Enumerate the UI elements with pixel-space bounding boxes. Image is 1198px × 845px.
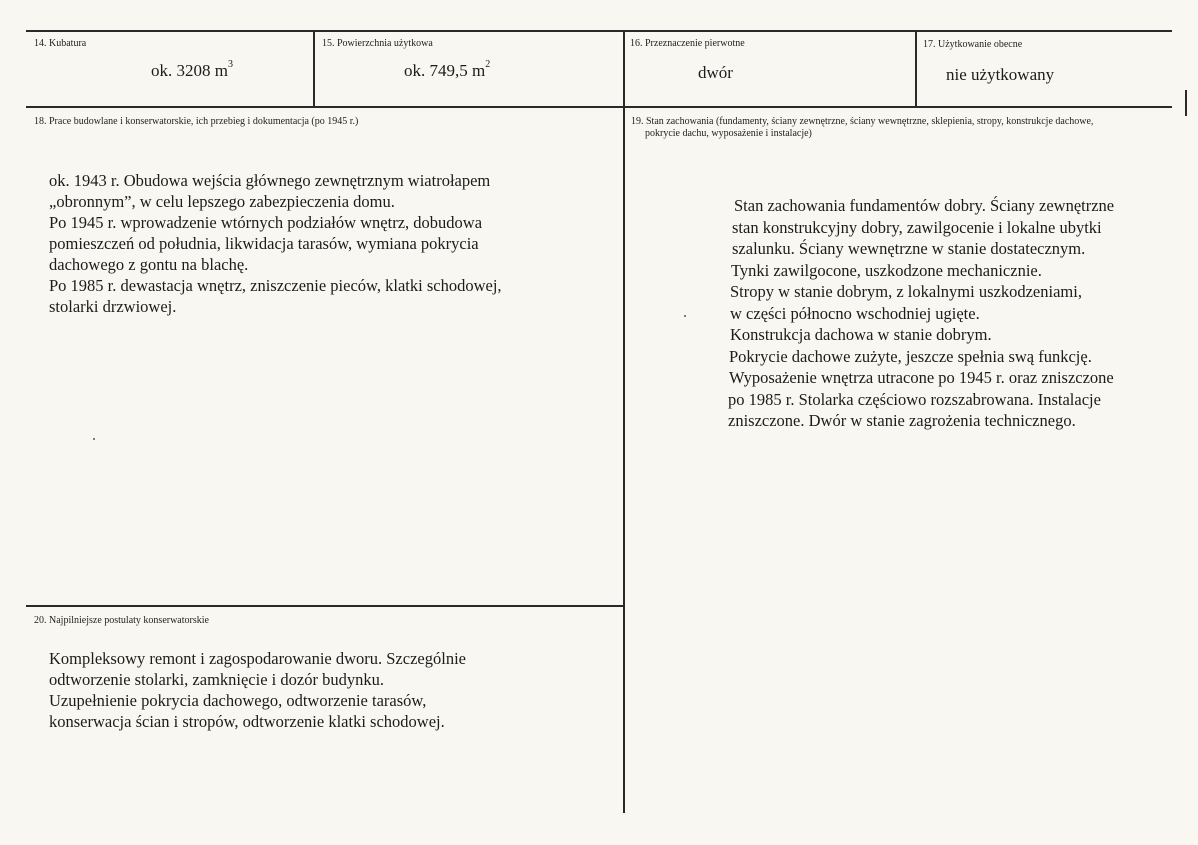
prace-line: Po 1985 r. dewastacja wnętrz, zniszczenie pieców, klatki schodowej,	[49, 276, 502, 295]
kubatura-label: 14. Kubatura	[34, 38, 87, 49]
powierzchnia-label: 15. Powierzchnia użytkowa	[322, 38, 433, 49]
prace-line: pomieszczeń od południa, likwidacja tarasów, wymiana pokrycia	[49, 234, 479, 253]
postulaty-line: odtworzenie stolarki, zamknięcie i dozór budynku.	[49, 670, 384, 689]
divider-15-16	[623, 30, 625, 813]
uzytkowanie-label: 17. Użytkowanie obecne	[923, 39, 1023, 50]
divider-16-17	[915, 30, 917, 107]
przeznaczenie-label: 16. Przeznaczenie pierwotne	[630, 38, 745, 49]
prace-line: dachowego z gontu na blachę.	[49, 255, 249, 274]
section-20-top-rule	[26, 605, 624, 607]
stan-line: zniszczone. Dwór w stanie zagrożenia technicznego.	[728, 411, 1076, 430]
header-bottom-rule	[26, 106, 1172, 108]
prace-line: ok. 1943 r. Obudowa wejścia głównego zewnętrznym wiatrołapem	[49, 171, 491, 190]
powierzchnia-unit-sup: 2	[485, 59, 491, 71]
stan-line: Stan zachowania fundamentów dobry. Ściany zewnętrzne	[734, 196, 1115, 215]
top-rule	[26, 30, 1172, 32]
prace-line: Po 1945 r. wprowadzenie wtórnych podziałów wnętrz, dobudowa	[49, 213, 483, 232]
prace-text	[49, 170, 502, 317]
stan-line: po 1985 r. Stolarka częściowo rozszabrowana. Instalacje	[728, 389, 1101, 409]
stan-line: Tynki zawilgocone, uszkodzone mechanicznie.	[731, 260, 1042, 280]
stan-line: w części północno wschodniej ugięte.	[730, 303, 980, 323]
prace-line: stolarki drzwiowej.	[49, 297, 177, 316]
postulaty-label: 20. Najpilniejsze postulaty konserwatorskie	[34, 615, 209, 626]
scan-speck	[684, 315, 686, 317]
scan-speck	[93, 438, 95, 440]
powierzchnia-value-text: ok. 749,5 m	[404, 61, 486, 80]
stan-line: Stropy w stanie dobrym, z lokalnymi uszkodzeniami,	[730, 282, 1082, 301]
stan-line: stan konstrukcyjny dobry, zawilgocenie i lokalne ubytki	[732, 217, 1102, 237]
stan-label-line1: 19. Stan zachowania (fundamenty, ściany zewnętrzne, ściany wewnętrzne, sklepienia, stropy, konstrukcje dachowe,	[631, 116, 1094, 127]
postulaty-line: Uzupełnienie pokrycia dachowego, odtworzenie tarasów,	[49, 691, 427, 710]
kubatura-value-text: ok. 3208 m	[151, 61, 228, 80]
stan-line: Konstrukcja dachowa w stanie dobrym.	[730, 325, 992, 344]
postulaty-text	[49, 648, 466, 732]
kubatura-unit-sup: 3	[227, 59, 233, 71]
stan-label-line2: pokrycie dachu, wyposażenie i instalacje)	[645, 128, 812, 139]
stan-line: Wyposażenie wnętrza utracone po 1945 r. oraz zniszczone	[729, 368, 1114, 387]
uzytkowanie-value: nie użytkowany	[946, 65, 1055, 84]
przeznaczenie-value: dwór	[698, 63, 733, 82]
stan-line: Pokrycie dachowe zużyte, jeszcze spełnia swą funkcję.	[729, 346, 1092, 366]
prace-label: 18. Prace budowlane i konserwatorskie, ich przebieg i dokumentacja (po 1945 r.)	[34, 116, 359, 127]
prace-line: „obronnym”, w celu lepszego zabezpieczenia domu.	[49, 192, 395, 211]
divider-14-15	[313, 30, 315, 107]
postulaty-line: konserwacja ścian i stropów, odtworzenie klatki schodowej.	[49, 712, 445, 731]
right-edge-tick	[1185, 90, 1187, 116]
postulaty-line: Kompleksowy remont i zagospodarowanie dworu. Szczególnie	[49, 649, 466, 668]
kubatura-value	[151, 61, 233, 81]
stan-line: szalunku. Ściany wewnętrzne w stanie dostatecznym.	[732, 239, 1086, 258]
stan-text	[728, 195, 1114, 432]
powierzchnia-value	[404, 61, 490, 81]
